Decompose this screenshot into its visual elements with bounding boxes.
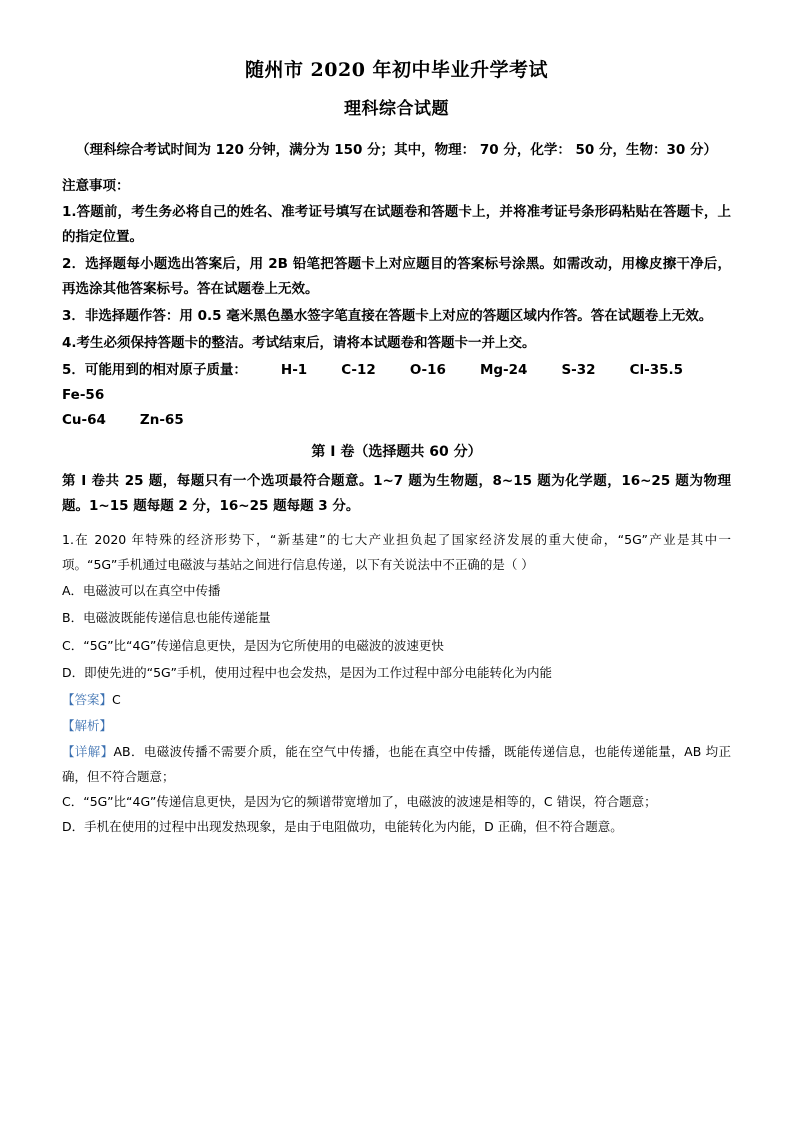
option-c: C．“5G”比“4G”传递信息更快，是因为它所使用的电磁波的波速更快 bbox=[62, 637, 444, 653]
atomic-mass-mg: Mg-24 bbox=[479, 361, 528, 378]
atomic-mass-o: O-16 bbox=[409, 361, 446, 378]
detail-text: AB．电磁波传播不需要介质，能在空气中传播，也能在真空中传播，既能传递信息，也能传递能量，AB 均正确，但不符合题意； bbox=[62, 744, 731, 785]
atomic-mass-cl: Cl-35.5 bbox=[629, 361, 684, 378]
atomic-mass-s: S-32 bbox=[561, 361, 596, 378]
atomic-mass-c: C-12 bbox=[341, 361, 376, 378]
atomic-mass-zn: Zn-65 bbox=[139, 411, 184, 428]
notice-item: 4.考生必须保持答题卡的整洁。考试结束后，请将本试题卷和答题卡一并上交。 bbox=[62, 334, 536, 351]
detail-tag: 【详解】 bbox=[62, 744, 114, 760]
detail-paragraph: D．手机在使用的过程中出现发热现象，是由于电阻做功，电能转化为内能，D 正确，但不符合题意。 bbox=[62, 819, 623, 835]
analysis-line bbox=[62, 713, 731, 739]
notice-item: 2．选择题每小题选出答案后，用 2B 铅笔把答题卡上对应题目的答案标号涂黑。如需改动，用橡皮擦干净后，再选涂其他答案标号。答在试题卷上无效。 bbox=[62, 255, 731, 297]
atomic-mass-cu: Cu-64 bbox=[62, 411, 106, 428]
atomic-mass-line-2 bbox=[62, 408, 731, 433]
section-description: 第 I 卷共 25 题，每题只有一个选项最符合题意。1~7 题为生物题，8~15 题为化学题，16~25 题为物理题。1~15 题每题 2 分，16~25 题每题 3 分。 bbox=[62, 472, 731, 514]
page-title: 随州市 2020 年初中毕业升学考试 bbox=[244, 59, 549, 81]
section-title: 第 I 卷（选择题共 60 分） bbox=[311, 443, 482, 460]
atomic-mass-line bbox=[62, 358, 731, 408]
option-a: A．电磁波可以在真空中传播 bbox=[62, 582, 221, 598]
answer-line bbox=[62, 687, 731, 713]
detail-paragraph: C．“5G”比“4G”传递信息更快，是因为它的频谱带宽增加了，电磁波的波速是相等的，C 错误，符合题意； bbox=[62, 794, 657, 810]
page-subtitle-title: 理科综合试题 bbox=[344, 99, 449, 119]
option-d: D．即使先进的“5G”手机，使用过程中也会发热，是因为工作过程中部分电能转化为内能 bbox=[62, 665, 552, 681]
atomic-mass-fe: Fe-56 bbox=[62, 386, 105, 403]
notice-item: 1.答题前，考生务必将自己的姓名、准考证号填写在试题卷和答题卡上，并将准考证号条形码粘贴在答题卡，上的指定位置。 bbox=[62, 204, 731, 245]
question-stem: 1.在 2020 年特殊的经济形势下，“新基建”的七大产业担负起了国家经济发展的重大使命，“5G”产业是其中一项。“5G”手机通过电磁波与基站之间进行信息传递，以下有关说法中不正确的是（ ） bbox=[62, 531, 731, 572]
atomic-mass-h: H-1 bbox=[280, 361, 308, 378]
exam-info: （理科综合考试时间为 120 分钟，满分为 150 分；其中，物理： 70 分，化学： 50 分，生物：30 分） bbox=[75, 142, 718, 158]
notice-heading: 注意事项： bbox=[62, 178, 130, 194]
option-b: B．电磁波既能传递信息也能传递能量 bbox=[62, 610, 271, 626]
answer-tag: 【答案】 bbox=[62, 691, 113, 707]
analysis-tag: 【解析】 bbox=[62, 717, 113, 733]
detail-paragraph bbox=[62, 739, 731, 789]
atomic-mass-label: 5．可能用到的相对原子质量： bbox=[62, 361, 247, 378]
answer-value: C bbox=[112, 691, 121, 707]
notice-item: 3．非选择题作答：用 0.5 毫米黑色墨水签字笔直接在答题卡上对应的答题区域内作答。答在试题卷上无效。 bbox=[62, 307, 713, 324]
